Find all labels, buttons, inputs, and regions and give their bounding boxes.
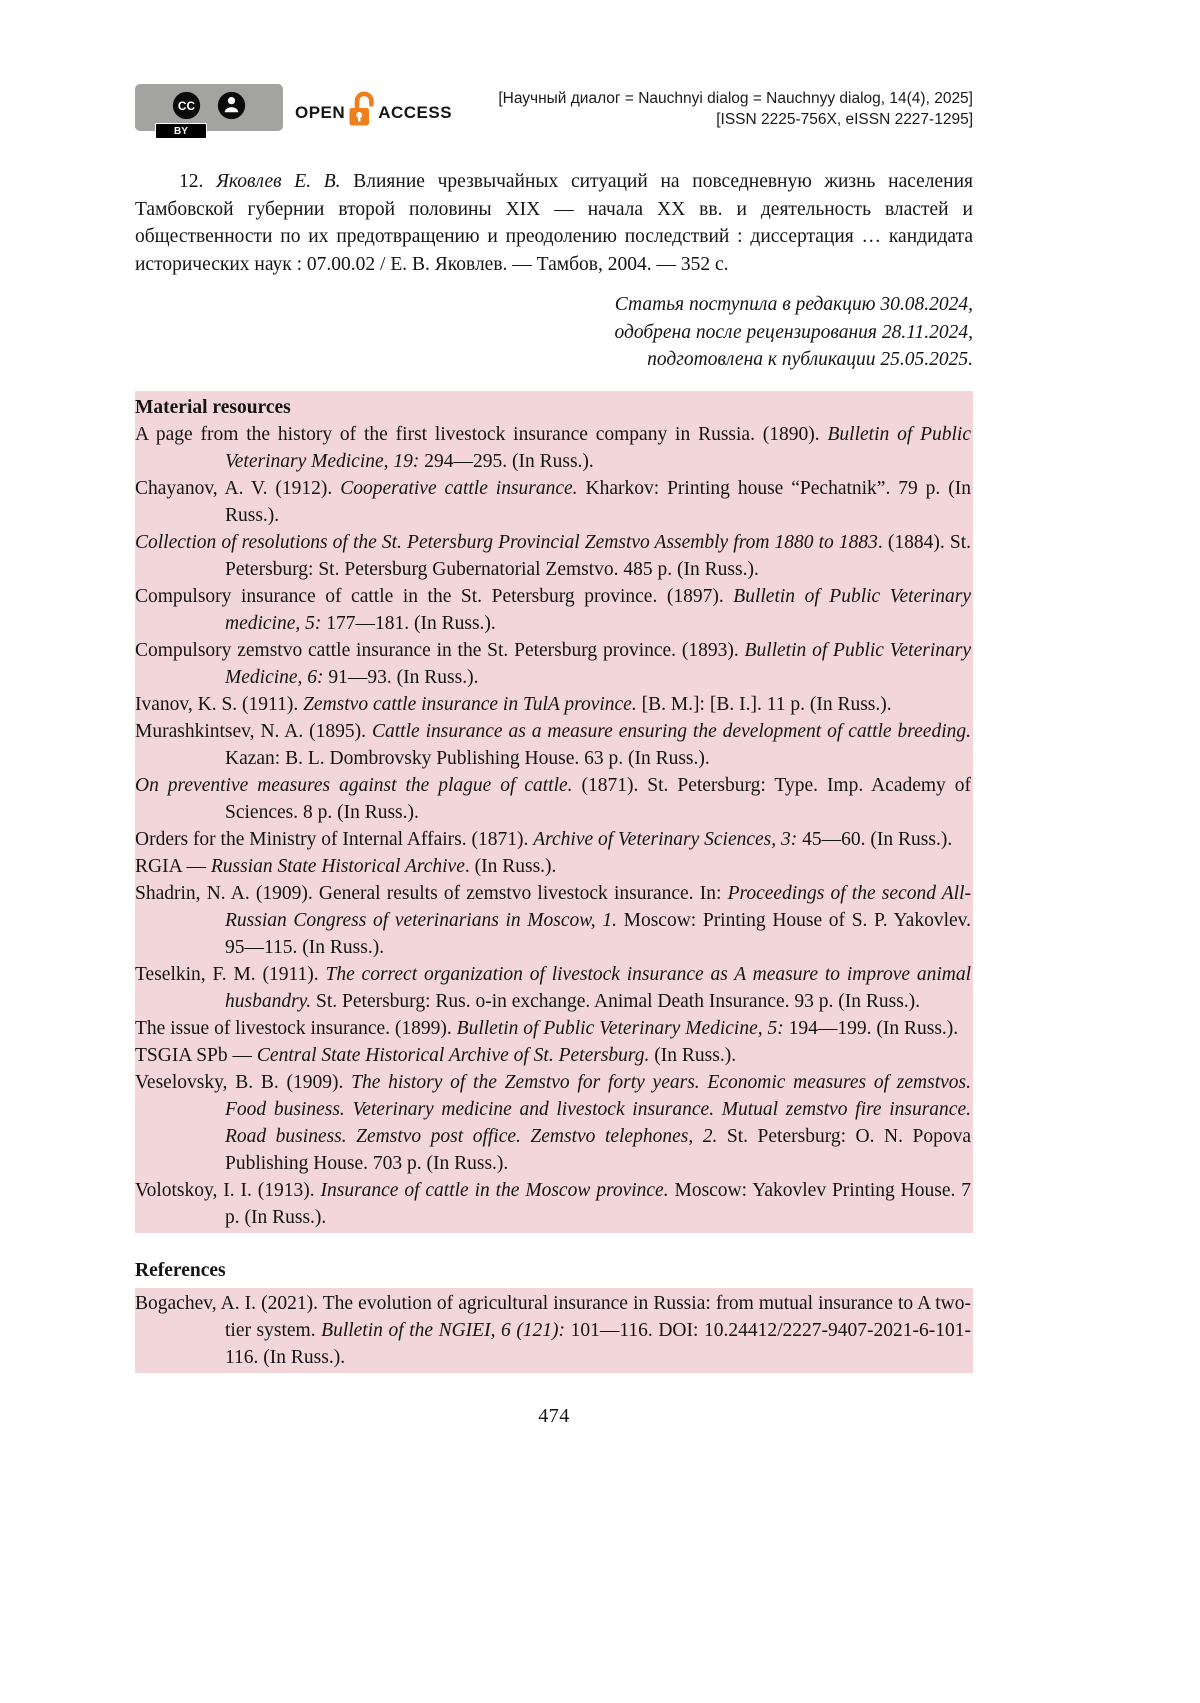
journal-line-2: [ISSN 2225-756X, eISSN 2227-1295] <box>716 111 973 128</box>
person-icon <box>216 90 247 126</box>
bibliography-entry: On preventive measures against the plague of cattle. (1871). St. Petersburg: Type. Imp. Academy of Sciences. 8 p. (In Russ.). <box>135 774 971 823</box>
bibliography-entry: Veselovsky, B. B. (1909). The history of the Zemstvo for forty years. Economic measures of zemstvos. Food business. Veterinary medicine and livestock insurance. Mutual zemstvo fire insurance. Road business. Zemstvo post office. Zemstvo telephones, 2. St. Petersburg: O. N. Popova Publishing House. 703 p. (In Russ.). <box>135 1071 972 1174</box>
bibliography-entry: A page from the history of the first livestock insurance company in Russia. (1890). Bulletin of Public Veterinary Medicine, 19: 294—295. (In Russ.). <box>135 423 971 472</box>
material-resources-heading: Material resources <box>135 396 291 418</box>
bibliography-entry: Compulsory insurance of cattle in the St. Petersburg province. (1897). Bulletin of Public Veterinary medicine, 5: 177—181. (In Russ.). <box>135 585 971 634</box>
bibliography-entry: Compulsory zemstvo cattle insurance in the St. Petersburg province. (1893). Bulletin of Public Veterinary Medicine, 6: 91—93. (In Russ.). <box>135 639 971 688</box>
references-heading: References <box>135 1259 226 1281</box>
bibliography-entry: Collection of resolutions of the St. Petersburg Provincial Zemstvo Assembly from 1880 to 1883. (1884). St. Petersburg: St. Petersburg Gubernatorial Zemstvo. 485 p. (In Russ.). <box>135 531 971 580</box>
bibliography-entry: Murashkintsev, N. A. (1895). Cattle insurance as a measure ensuring the development of cattle breeding. Kazan: B. L. Dombrovsky Publishing House. 63 p. (In Russ.). <box>135 720 971 769</box>
date-approved-line: одобрена после рецензирования 28.11.2024, <box>614 321 973 343</box>
references-section <box>135 1288 973 1373</box>
paper-page <box>135 0 973 1428</box>
open-access-access-label: ACCESS <box>378 102 453 122</box>
cc-by-label: BY <box>155 123 207 139</box>
cc-icon <box>171 90 202 126</box>
bibliography-entry: Ivanov, K. S. (1911). Zemstvo cattle insurance in TulA province. [B. M.]: [B. I.]. 11 p. (In Russ.). <box>135 693 892 715</box>
journal-line-1: [Научный диалог = Nauchnyi dialog = Nauchnyy dialog, 14(4), 2025] <box>498 90 973 107</box>
bibliography-entry: The issue of livestock insurance. (1899). Bulletin of Public Veterinary Medicine, 5: 194—199. (In Russ.). <box>135 1017 959 1039</box>
bibliography-entry: Chayanov, A. V. (1912). Cooperative cattle insurance. Kharkov: Printing house “Pechatnik”. 79 p. (In Russ.). <box>135 477 971 526</box>
bibliography-entry: Shadrin, N. A. (1909). General results of zemstvo livestock insurance. In: Proceedings of the second All-Russian Congress of veterinarians in Moscow, 1. Moscow: Printing House of S. P. Yakovlev. 95—115. (In Russ.). <box>135 882 972 958</box>
open-lock-icon <box>348 89 375 136</box>
svg-text:CC: CC <box>177 98 196 113</box>
page-header <box>135 0 973 136</box>
journal-info <box>498 84 973 130</box>
bibliography-entry: Volotskoy, I. I. (1913). Insurance of cattle in the Moscow province. Moscow: Yakovlev Printing House. 7 p. (In Russ.). <box>135 1179 972 1228</box>
open-access-open-label: OPEN <box>295 102 346 122</box>
page-number: 474 <box>538 1404 570 1427</box>
material-resources-section <box>135 391 973 1233</box>
bibliography-entry: Orders for the Ministry of Internal Affairs. (1871). Archive of Veterinary Sciences, 3: 45—60. (In Russ.). <box>135 828 953 850</box>
bibliography-entry: TSGIA SPb — Central State Historical Archive of St. Petersburg. (In Russ.). <box>135 1044 737 1066</box>
submission-dates <box>135 291 973 374</box>
reference-12-paragraph: 12. Яковлев Е. В. Влияние чрезвычайных ситуаций на повседневную жизнь населения Тамбовской губернии второй половины XIX — начала XX вв. и деятельность властей и общественности по их предотвращению и преодолению последствий : диссертация … кандидата исторических наук : 07.00.02 / Е. В. Яковлев. — Тамбов, 2004. — 352 с. <box>135 171 974 275</box>
date-received-line: Статья поступила в редакцию 30.08.2024, <box>614 294 973 315</box>
date-published-line: подготовлена к публикации 25.05.2025. <box>647 349 973 370</box>
open-access-logo <box>295 89 452 136</box>
bibliography-entry: RGIA — Russian State Historical Archive. (In Russ.). <box>135 855 557 877</box>
bibliography-entry: Teselkin, F. M. (1911). The correct organization of livestock insurance as A measure to improve animal husbandry. St. Petersburg: Rus. o-in exchange. Animal Death Insurance. 93 p. (In Russ.). <box>135 963 972 1012</box>
reference-entry: Bogachev, A. I. (2021). The evolution of agricultural insurance in Russia: from mutual insurance to A two-tier system. Bulletin of the NGIEI, 6 (121): 101—116. DOI: 10.24412/2227-9407-2021-6-101-116. (In Russ.). <box>135 1292 971 1368</box>
cc-by-badge <box>135 84 283 137</box>
